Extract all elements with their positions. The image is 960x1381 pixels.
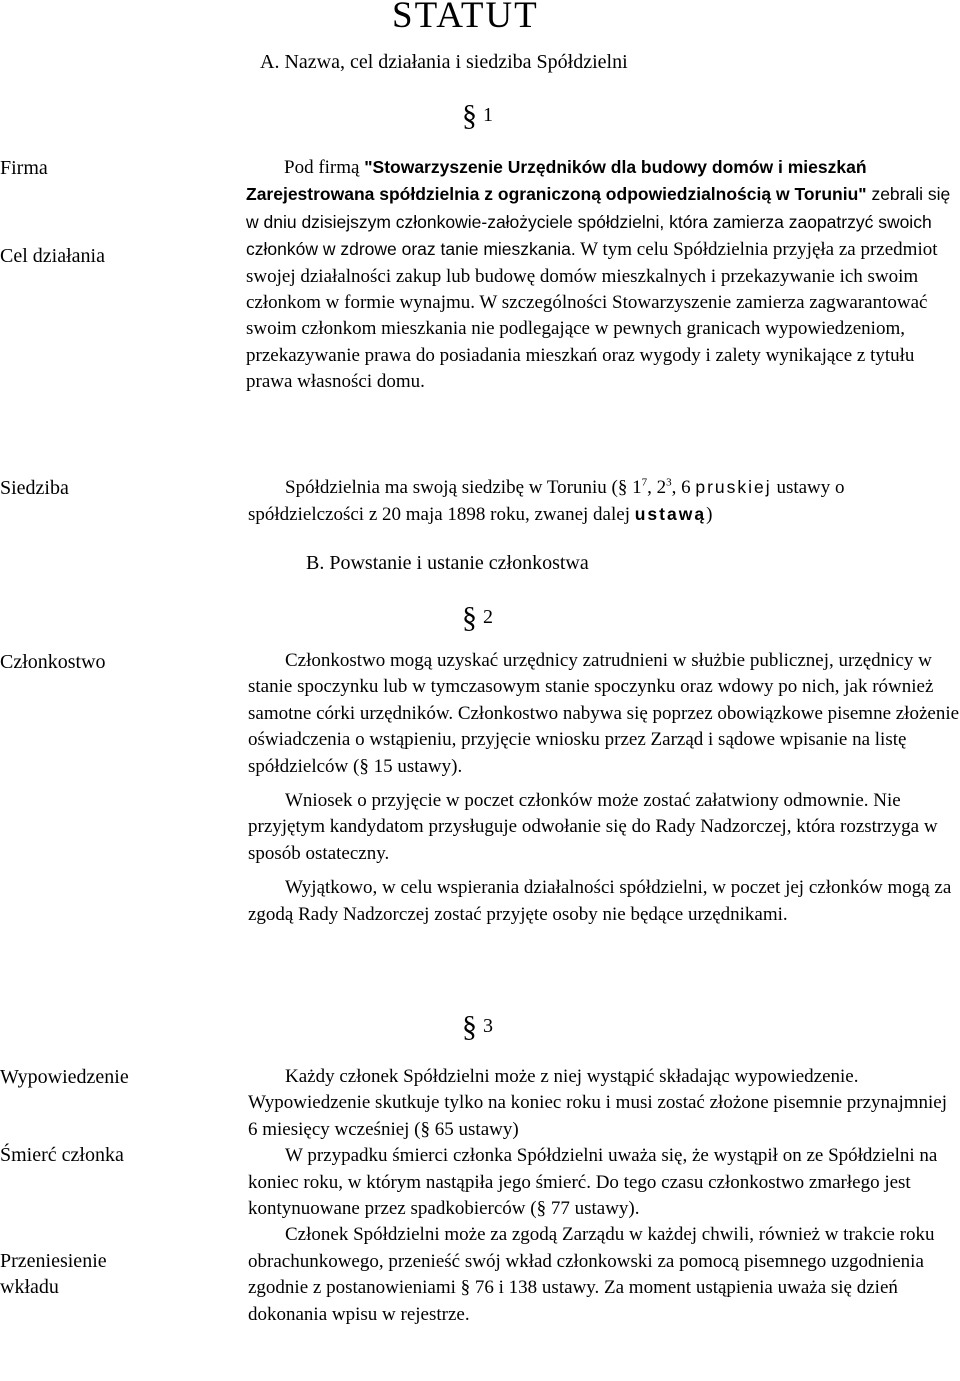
label-czlonkostwo: Członkostwo: [0, 651, 106, 673]
paragraph-3-text: Każdy członek Spółdzielni może z niej wystąpić składając wypowiedzenie. Wypowiedzenie skutkuje tylko na koniec roku i musi zostać złożone pisemnie przynajmniej 6 miesięcy wcześniej (§ 65 ustawy) W przypadku śmierci członka Spółdzielni uważa się, że wystąpił on ze Spółdzielni na koniec roku, w którym nastąpiła jego śmierć. Do tego czasu członkostwo zmarłego jest kontynuowane przez spadkobierców (§ 77 ustawy). Członek Spółdzielni może za zgodą Zarządu w każdej chwili, również w trakcie roku obrachunkowego, przenieść swój wkład członkowski za pomocą pisemnego uzgodnienia zgodnie z postanowieniami § 76 i 138 ustawy. Za moment ustąpienia uważa się dzień dokonania wpisu w rejestrze.: [248, 1066, 948, 1325]
label-wypowiedzenie: Wypowiedzenie: [0, 1066, 129, 1088]
section-sign-icon: §: [460, 1277, 471, 1299]
siedziba-text: Spółdzielnia ma swoją siedzibę w Toruniu (§ $1^7$, $2^3$, 6 pruskiej ustawy o spółdzielczości z 20 maja 1898 roku, zwanej dalej ustawą): [248, 476, 845, 526]
section-b-heading: B. Powstanie i ustanie członkostwa: [306, 552, 589, 574]
section-sign-icon: §: [462, 99, 477, 132]
label-cel-dzialania: Cel działania: [0, 245, 105, 267]
paragraph-2-number: [462, 601, 493, 634]
section-sign-icon: §: [462, 601, 477, 634]
section-sign-icon: §: [617, 477, 628, 498]
section-sign-icon: §: [420, 1118, 431, 1140]
section-a-heading: A. Nazwa, cel działania i siedziba Spółdzielni: [260, 51, 628, 73]
label-przeniesienie-wkladu: Przeniesienie wkładu: [0, 1250, 107, 1298]
section-sign-icon: §: [536, 1198, 547, 1220]
paragraph-1-number: [462, 99, 493, 132]
label-siedziba: Siedziba: [0, 477, 69, 499]
label-smierc-czlonka: Śmierć członka: [0, 1144, 124, 1166]
document-title: STATUT: [392, 0, 539, 36]
paragraph-2-num: 2: [483, 606, 493, 628]
label-firma: Firma: [0, 157, 48, 179]
paragraph-1-num: 1: [483, 104, 493, 126]
section-sign-icon: §: [359, 755, 369, 777]
firm-name: "Stowarzyszenie Urzędników dla budowy domów i mieszkań Zarejestrowana spółdzielnia z ograniczoną odpowiedzialnością w Toruniu": [246, 157, 867, 205]
paragraph-2-text: Członkostwo mogą uzyskać urzędnicy zatrudnieni w służbie publicznej, urzędnicy w stanie spoczynku lub w tymczasowym stanie spoczynku oraz wdowy po nich, jak również samotne córki urzędników. Członkostwo nabywa się poprzez obowiązkowe pisemne złożenie oświadczenia o wstąpieniu, przyjęcie wniosku przez Zarząd i sądowe wpisanie na listę spółdzielców (§ 15 ustawy). Wniosek o przyjęcie w poczet członków może zostać załatwiony odmownie. Nie przyjętym kandydatom przysługuje odwołanie się do Rady Nadzorczej, która rozstrzyga w sposób ostateczny. Wyjątkowo, w celu wspierania działalności spółdzielni, w poczet jej członków mogą za zgodą Rady Nadzorczej zostać przyjęte osoby nie będące urzędnikami.: [248, 650, 960, 925]
paragraph-3-num: 3: [483, 1015, 493, 1037]
paragraph-1-text: Pod firmą "Stowarzyszenie Urzędników dla budowy domów i mieszkań Zarejestrowana spółdzielnia z ograniczoną odpowiedzialnością w Toruniu" zebrali się w dniu dzisiejszym członkowie-założyciele spółdzielni, która zamierza zaopatrzyć swoich członków w zdrowe oraz tanie mieszkania. W tym celu Spółdzielnia przyjęła za przedmiot swojej działalności zakup lub budowę domów mieszkalnych i przekazywanie ich swoim członkom w formie wynajmu. W szczególności Stowarzyszenie zamierza zagwarantować swoim członkom mieszkania nie podlegające w pewnych granicach wypowiedzeniom, przekazywanie prawa do posiadania mieszkań oraz wygody i zalety wynikające z tytułu prawa własności domu.: [246, 157, 951, 393]
section-sign-icon: §: [462, 1010, 477, 1043]
paragraph-3-number: [462, 1010, 493, 1043]
